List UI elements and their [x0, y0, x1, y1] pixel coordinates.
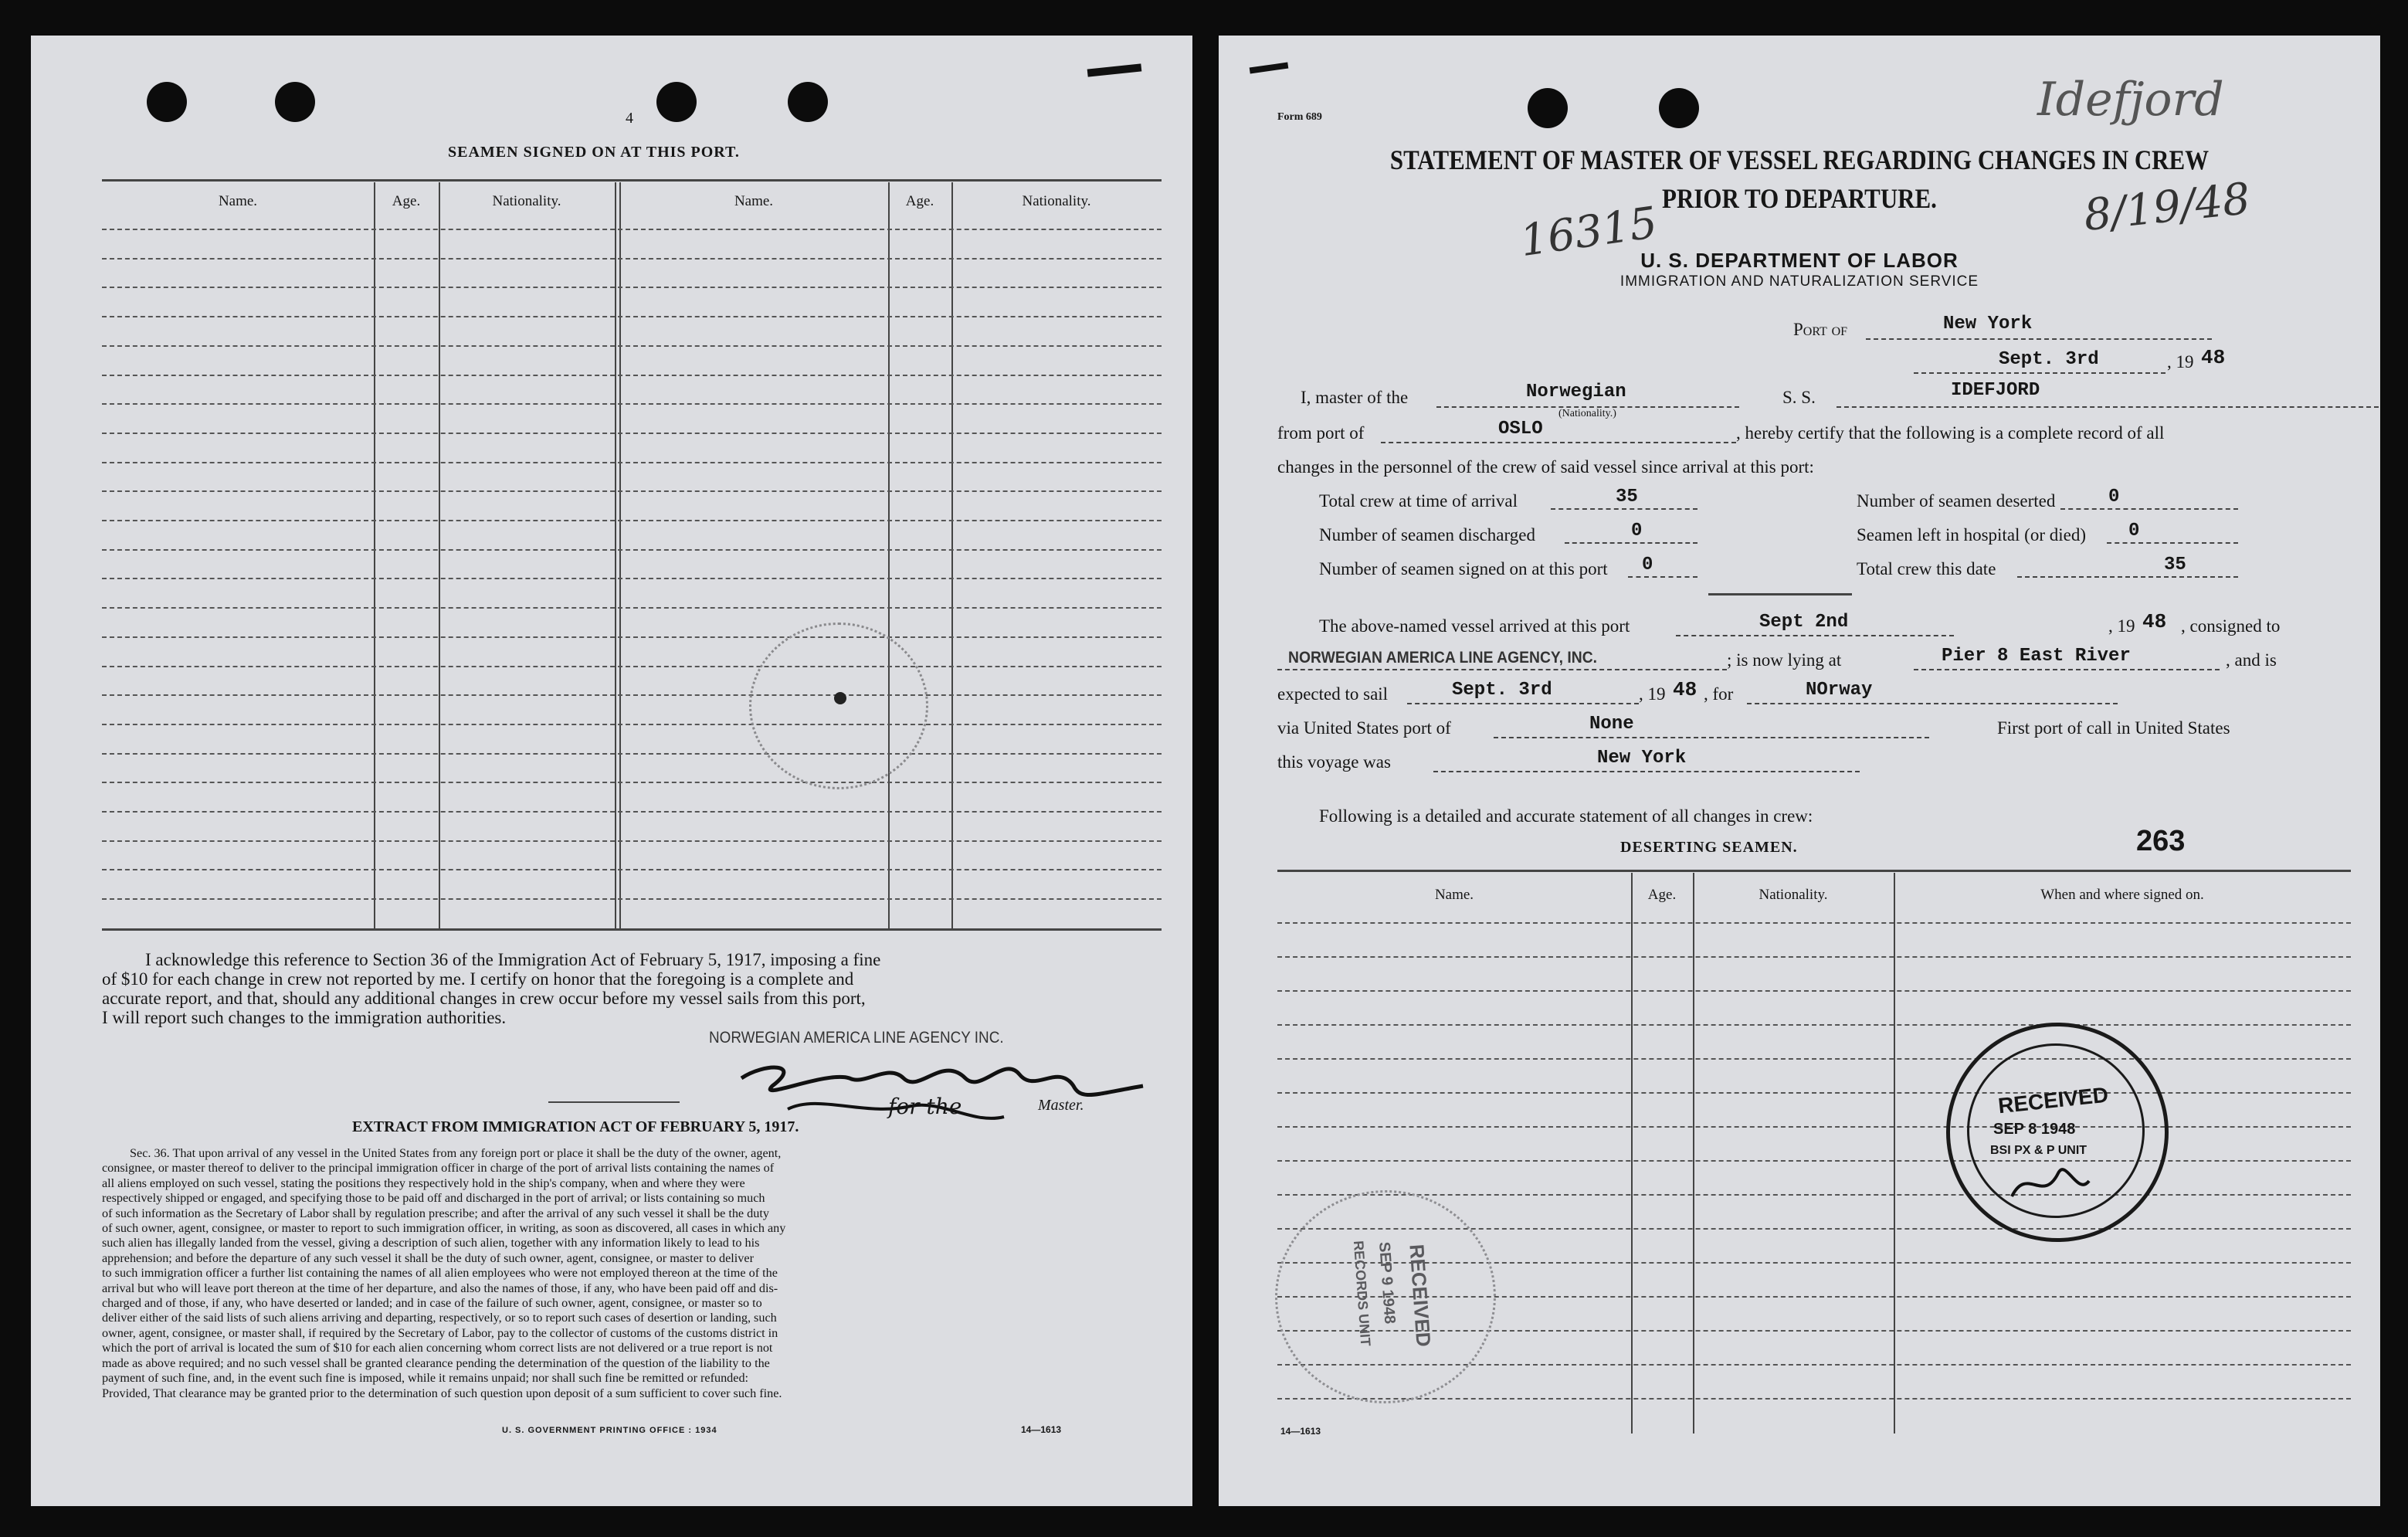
fill-line: [2017, 576, 2238, 578]
punch-hole: [788, 82, 828, 122]
table-row: [1277, 956, 2351, 958]
table-row: [102, 229, 1162, 230]
faint-date-stamp: [749, 623, 928, 789]
extract-line: such alien has illegally landed from the vessel, giving a description of such alien, together with any information likely to lead to his: [102, 1236, 760, 1250]
year-prefix: , 19: [2108, 616, 2135, 636]
extract-line: deliver either of the said lists of such aliens arriving and departing, respectively, or so to report such cases of desertion or landing, such: [102, 1311, 777, 1325]
expected-label: expected to sail: [1277, 684, 1389, 704]
deserting-title: DESERTING SEAMEN.: [1620, 839, 1798, 856]
column-header: Nationality.: [492, 193, 561, 209]
right-page: [1219, 36, 2380, 1506]
consignee-stamp: NORWEGIAN AMERICA LINE AGENCY, INC.: [1288, 649, 1598, 667]
lying-field: Pier 8 East River: [1942, 646, 2131, 667]
separator: [548, 1101, 680, 1103]
extract-line: apprehension; and before the departure of any such vessel it shall be the duty of such owner, agent, consignee, or master to deliver: [102, 1250, 754, 1265]
total-this-date-label: Total crew this date: [1857, 559, 1996, 578]
extract-line: made as above required; and no such vessel shall be granted clearance pending the determination of the question of the liability to the: [102, 1355, 770, 1370]
ship-name-field: IDEFJORD: [1951, 380, 2040, 401]
column-header: Age.: [905, 193, 934, 209]
acknowledgement-text: [102, 950, 880, 1027]
table-row: [102, 753, 1162, 755]
table-row: [1277, 1092, 2351, 1094]
column-header: Nationality.: [1759, 887, 1828, 903]
table-row: [1277, 1398, 2351, 1400]
table-row: [1277, 1126, 2351, 1128]
arrived-field: Sept 2nd: [1759, 612, 1849, 633]
handwritten-number: 16315: [1517, 197, 1660, 267]
port-of-field: New York: [1943, 314, 2033, 334]
fill-line: [1551, 508, 1697, 510]
ink-mark: [1087, 63, 1142, 76]
discharged-label: Number of seamen discharged: [1319, 525, 1535, 545]
extract-line: respectively shipped or engaged, and specifying those to be paid off and discharged in the port of arrival; or lists containing so much: [102, 1191, 765, 1206]
fill-line: [1676, 635, 1954, 636]
extract-line: which the port of arrival is located the sum of $10 for each alien concerning whom correct lists are not delivered or a true report is not: [102, 1341, 773, 1355]
handwritten-ship-name: Idefjord: [2037, 73, 2224, 127]
received-stamp: [1946, 1023, 2169, 1242]
ss-label: S. S.: [1782, 388, 1816, 407]
form-number: Form 689: [1277, 111, 1322, 123]
form-title: PRIOR TO DEPARTURE.: [1662, 183, 1937, 214]
fill-line: [2107, 542, 2238, 544]
extract-line: Provided, That clearance may be granted prior to the determination of such question upon deposit of a sum sufficient to cover such fine.: [102, 1386, 782, 1400]
extract-line: Sec. 36. That upon arrival of any vessel in the United States from any foreign port or place it shall be the duty of the owner, agent,: [130, 1146, 782, 1160]
column-header: Age.: [1647, 887, 1677, 903]
date-field: Sept. 3rd: [1999, 349, 2099, 370]
first-port-label: First port of call in United States: [1997, 718, 2230, 738]
records-stamp-unit: RECORDS UNIT: [1350, 1240, 1374, 1347]
table-row: [102, 549, 1162, 551]
table-row: [102, 840, 1162, 842]
table-row: [102, 345, 1162, 347]
arrived-label: The above-named vessel arrived at this port: [1319, 616, 1630, 636]
received-stamp-title: RECEIVED: [1996, 1082, 2110, 1118]
fill-line: [1565, 542, 1697, 544]
table-row: [102, 403, 1162, 405]
total-crew-field: 35: [1616, 487, 1638, 507]
year-prefix: , 19: [2167, 352, 2194, 372]
ink-mark: [834, 692, 846, 704]
table-top-border: [1277, 870, 2351, 872]
fill-line: [1628, 576, 1697, 578]
table-row: [102, 782, 1162, 783]
extract-line: of such information as the Secretary of Labor shall by regulation prescribe; and after the arrival of any such vessel it shall be the duty: [102, 1206, 769, 1220]
extract-line: charged and of those, if any, who have deserted or landed; and in case of the failure of such owner, agent, consignee, or master so to: [102, 1296, 762, 1311]
page-number: 4: [626, 110, 633, 127]
form-title: STATEMENT OF MASTER OF VESSEL REGARDING CHANGES IN CREW: [1389, 144, 2210, 175]
received-stamp-date: SEP 8 1948: [1993, 1121, 2076, 1138]
table-row: [102, 607, 1162, 609]
acknowledgement-line: I acknowledge this reference to Section 36 of the Immigration Act of February 5, 1917, imposing a fine: [145, 950, 881, 969]
table-row: [102, 287, 1162, 288]
form-code: 14—1613: [1280, 1426, 1321, 1437]
hospital-label: Seamen left in hospital (or died): [1857, 525, 2087, 545]
fill-line: [1381, 442, 1736, 443]
printer-footer: U. S. GOVERNMENT PRINTING OFFICE : 1934: [502, 1426, 717, 1435]
column-divider: [619, 182, 621, 928]
table-row: [1277, 922, 2351, 924]
expected-field: Sept. 3rd: [1452, 680, 1552, 701]
destination-field: NOrway: [1806, 680, 1873, 701]
changes-text: changes in the personnel of the crew of said vessel since arrival at this port:: [1277, 457, 1814, 477]
service-name: IMMIGRATION AND NATURALIZATION SERVICE: [1619, 273, 1979, 290]
column-header: Name.: [1434, 887, 1474, 903]
year-field: 48: [2201, 346, 2226, 369]
fill-line: [1277, 669, 1727, 670]
master-label: Master.: [1038, 1097, 1084, 1114]
fill-line: [1837, 406, 2379, 408]
extract-line: all aliens employed on such vessel, stating the positions they respectively hold in the ship's company, when and where they were: [102, 1176, 745, 1190]
form-code: 14—1613: [1021, 1424, 1062, 1435]
master-of-label: I, master of the: [1301, 388, 1409, 407]
lying-label: ; is now lying at: [1727, 650, 1842, 670]
and-is-label: , and is: [2226, 650, 2277, 670]
extract-line: owner, agent, consignee, or master shall, if required by the Secretary of Labor, pay to the collector of customs of the customs district in: [102, 1325, 778, 1340]
column-divider: [888, 182, 890, 928]
fill-line: [1914, 669, 2220, 670]
for-label: , for: [1704, 684, 1734, 704]
table-row: [102, 433, 1162, 434]
page-stamp-number: 263: [2136, 825, 2186, 857]
hospital-field: 0: [2128, 521, 2140, 541]
separator: [1708, 593, 1852, 595]
column-divider: [615, 182, 616, 928]
punch-hole: [275, 82, 315, 122]
via-label: via United States port of: [1277, 718, 1451, 738]
table-row: [102, 898, 1162, 900]
consigned-label: , consigned to: [2181, 616, 2281, 636]
handwritten-date: 8/19/48: [2081, 173, 2253, 242]
column-header: Name.: [218, 193, 258, 209]
punch-hole: [656, 82, 697, 122]
following-text: Following is a detailed and accurate statement of all changes in crew:: [1319, 806, 1813, 826]
fill-line: [2060, 508, 2238, 510]
discharged-field: 0: [1631, 521, 1643, 541]
extract-line: payment of such fine, and, in the event such fine is imposed, while it remains unpaid; nor shall such fine be remitted or refunded:: [102, 1371, 749, 1386]
acknowledgement-line: I will report such changes to the immigration authorities.: [102, 1008, 507, 1027]
department-name: U. S. DEPARTMENT OF LABOR: [1640, 249, 1959, 272]
year-prefix: , 19: [1639, 684, 1666, 704]
deserted-label: Number of seamen deserted: [1857, 491, 2056, 511]
table-row: [102, 462, 1162, 463]
total-this-date-field: 35: [2164, 555, 2186, 575]
table-row: [102, 811, 1162, 813]
signed-on-label: Number of seamen signed on at this port: [1319, 559, 1608, 578]
table-row: [102, 316, 1162, 317]
extract-text: [102, 1146, 785, 1401]
deserted-field: 0: [2108, 487, 2120, 507]
table-row: [102, 869, 1162, 870]
port-of-label: Port of: [1793, 320, 1848, 339]
column-divider: [439, 182, 440, 928]
table-top-border: [102, 179, 1162, 182]
table-row: [102, 375, 1162, 376]
column-header: Age.: [392, 193, 421, 209]
acknowledgement-line: of $10 for each change in crew not reported by me. I certify on honor that the foregoing is a complete and: [102, 969, 854, 989]
column-header: Name.: [734, 193, 774, 209]
records-stamp: [1268, 1182, 1504, 1410]
nationality-field: Norwegian: [1526, 382, 1626, 402]
certify-text: , hereby certify that the following is a complete record of all: [1736, 423, 2165, 443]
records-stamp-title: RECEIVED: [1405, 1243, 1436, 1348]
fill-line: [1494, 737, 1929, 738]
signed-on-field: 0: [1642, 555, 1653, 575]
fill-line: [1433, 771, 1860, 772]
extract-line: arrival but who will leave port thereon at the time of her departure, and also the names of those, if any, who have been paid off and dis-: [102, 1281, 778, 1295]
extract-title: EXTRACT FROM IMMIGRATION ACT OF FEBRUARY 5, 1917.: [352, 1118, 799, 1135]
stamp-initials: [2004, 1150, 2097, 1212]
punch-hole: [1659, 88, 1699, 128]
received-stamp-unit: BSI PX & P UNIT: [1990, 1144, 2087, 1157]
nationality-caption: (Nationality.): [1558, 408, 1616, 419]
via-field: None: [1589, 714, 1634, 735]
table-row: [102, 666, 1162, 667]
table-row: [102, 694, 1162, 696]
ink-mark: [1250, 63, 1289, 74]
column-divider: [951, 182, 953, 928]
arrived-year-field: 48: [2142, 610, 2167, 633]
this-voyage-field: New York: [1597, 748, 1687, 768]
extract-line: of such owner, agent, consignee, or master to report to such immigration officer, in writing, as soon as discovered, all cases in which any: [102, 1221, 786, 1236]
records-stamp-date: SEP 9 1948: [1375, 1241, 1399, 1325]
extract-line: consignee, or master thereof to deliver to the principal immigration officer in charge of the port of arrival lists containing the names of: [102, 1161, 775, 1176]
extract-line: to such immigration officer a further list containing the names of all alien employees who were not employed thereon at the time of the: [102, 1266, 778, 1281]
fill-line: [1747, 703, 2118, 704]
table-row: [1277, 1160, 2351, 1162]
table-bottom-border: [102, 928, 1162, 931]
section-title: SEAMEN SIGNED ON AT THIS PORT.: [448, 144, 740, 161]
column-divider: [374, 182, 375, 928]
acknowledgement-line: accurate report, and that, should any additional changes in crew occur before my vessel sails from this port,: [102, 989, 866, 1008]
table-row: [102, 258, 1162, 260]
fill-line: [1914, 372, 2166, 374]
table-row: [102, 520, 1162, 521]
left-page: [31, 36, 1192, 1506]
fill-line: [1866, 338, 2212, 340]
agency-stamp: NORWEGIAN AMERICA LINE AGENCY INC.: [709, 1029, 1004, 1047]
table-row: [102, 724, 1162, 725]
from-port-label: from port of: [1277, 423, 1365, 443]
this-voyage-label: this voyage was: [1277, 752, 1391, 772]
column-header: When and where signed on.: [2040, 887, 2204, 903]
total-crew-label: Total crew at time of arrival: [1319, 491, 1518, 511]
from-port-field: OSLO: [1498, 419, 1543, 439]
punch-hole: [147, 82, 187, 122]
expected-year-field: 48: [1673, 678, 1697, 701]
punch-hole: [1528, 88, 1568, 128]
table-row: [1277, 1194, 2351, 1196]
signature-text: for the: [888, 1094, 962, 1119]
table-row: [102, 578, 1162, 579]
table-row: [102, 636, 1162, 638]
column-header: Nationality.: [1022, 193, 1091, 209]
table-row: [102, 490, 1162, 492]
fill-line: [1407, 703, 1639, 704]
table-row: [1277, 1024, 2351, 1026]
table-row: [1277, 990, 2351, 992]
table-row: [1277, 1058, 2351, 1060]
